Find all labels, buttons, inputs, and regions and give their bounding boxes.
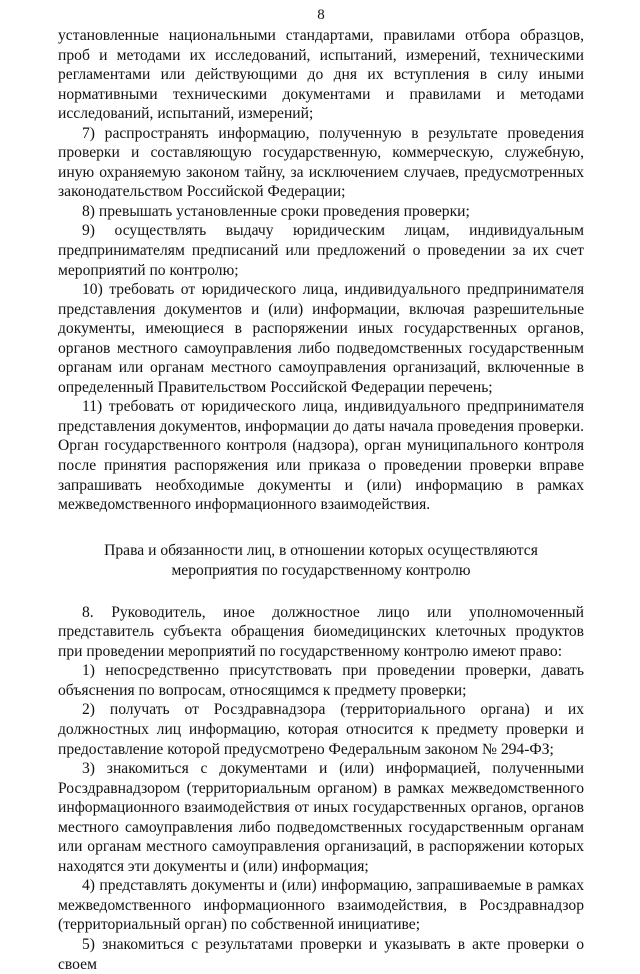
paragraph-right-3: 3) знакомиться с документами и (или) информацией, полученными Росздравнадзором (территориальным органом) в рамках межведомственного информационного взаимодействия от иных государственных органов, органов местного самоуправления либо подведомственных государственным органам или органам местного самоуправления организаций, в распоряжении которых находятся эти документы и (или) информация; (58, 760, 584, 875)
paragraph-item-11: 11) требовать от юридического лица, индивидуального предпринимателя представления документов, информации до даты начала проведения проверки. Орган государственного контроля (надзора), орган муниципального контроля после принятия распоряжения или приказа о проведении проверки вправе запрашивать необходимые документы и (или) информацию в рамках межведомственного информационного взаимодействия. (58, 398, 584, 514)
section-heading (58, 541, 584, 581)
paragraph-item-7: 7) распространять информацию, полученную в результате проведения проверки и составляющую государственную, коммерческую, служебную, иную охраняемую законом тайну, за исключением случаев, предусмотренных законодательством Российской Федерации; (58, 124, 584, 201)
section-heading-line-1: Права и обязанности лиц, в отношении которых осуществляются (104, 541, 538, 559)
paragraph-continuation: установленные национальными стандартами, правилами отбора образцов, проб и методами их исследований, испытаний, измерений, техническими регламентами или действующими до дня их вступления в силу иными нормативными техническими документами и правилами и методами исследований, испытаний, измерений; (58, 27, 584, 123)
paragraph-item-10: 10) требовать от юридического лица, индивидуального предпринимателя представления документов и (или) информации, включая разрешительные документы, имеющиеся в распоряжении иных государственных органов, органов местного самоуправления либо подведомственных государственным органам или органам местного самоуправления организаций, включенные в определенный Правительством Российской Федерации перечень; (58, 281, 584, 396)
spacer (58, 581, 584, 603)
rights-list (58, 603, 584, 974)
paragraph-right-2: 2) получать от Росздравнадзора (территориального органа) и их должностных лиц информацию, которая относится к предмету проверки и предоставление которой предусмотрено Федеральным законом № 294-ФЗ; (58, 701, 584, 758)
paragraph-clause-8: 8. Руководитель, иное должностное лицо или уполномоченный представитель субъекта обращения биомедицинских клеточных продуктов при проведении мероприятий по государственному контролю имеют право: (58, 603, 584, 660)
paragraph-right-5: 5) знакомиться с результатами проверки и указывать в акте проверки о своем (58, 935, 584, 973)
paragraph-item-8: 8) превышать установленные сроки проведения проверки; (82, 202, 470, 220)
prohibitions-list (58, 26, 584, 515)
paragraph-right-1: 1) непосредственно присутствовать при проведении проверки, давать объяснения по вопросам, относящимся к предмету проверки; (58, 662, 584, 699)
paragraph-item-9: 9) осуществлять выдачу юридическим лицам, индивидуальным предпринимателям предписаний или предложений о проведении за их счет мероприятий по контролю; (58, 222, 584, 279)
page-number: 8 (317, 7, 325, 23)
paragraph-right-4: 4) представлять документы и (или) информацию, запрашиваемые в рамках межведомственного информационного взаимодействия, в Росздравнадзор (территориальный орган) по собственной инициативе; (58, 877, 584, 934)
section-heading-line-2: мероприятия по государственному контролю (171, 561, 471, 579)
